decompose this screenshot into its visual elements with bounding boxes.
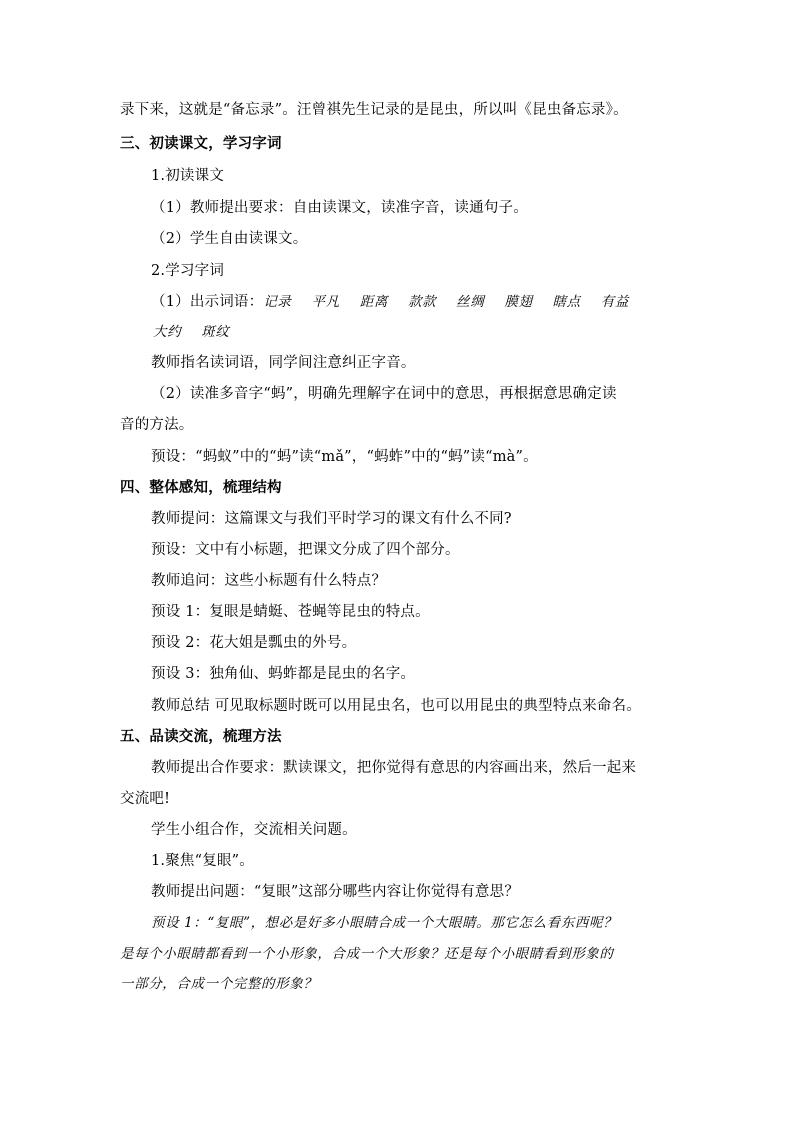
preset-answer-line: 是每个小眼睛都看到一个小形象，合成一个大形象？还是每个小眼睛看到形象的 (120, 946, 614, 962)
paragraph-line: 教师提出合作要求：默读课文，把你觉得有意思的内容画出来，然后一起来 (151, 760, 637, 776)
vocab-word: 款款 (407, 294, 437, 310)
paragraph-line: 教师总结 可见取标题时既可以用昆虫名，也可以用昆虫的典型特点来命名。 (151, 698, 641, 714)
subheading-compound-eye: 1.聚焦“复眼”。 (151, 853, 254, 869)
paragraph-line: 预设：“蚂蚁”中的“蚂”读“mǎ”，“蚂蚱”中的“蚂”读“mà”。 (151, 449, 538, 465)
paragraph-line: 教师提问：这篇课文与我们平时学习的课文有什么不同? (151, 511, 512, 527)
section-heading-4: 四、整体感知，梳理结构 (120, 480, 282, 496)
vocab-word: 瞎点 (552, 294, 581, 310)
paragraph-line: 音的方法。 (120, 417, 194, 433)
paragraph-line: 学生小组合作，交流相关问题。 (151, 822, 357, 838)
vocab-word: 有益 (600, 294, 629, 310)
paragraph-line: （1）教师提出要求：自由读课文，读准字音，读通句子。 (151, 200, 528, 216)
paragraph-line: 教师指名读词语，同学间注意纠正字音。 (151, 355, 416, 371)
vocabulary-row-2 (153, 322, 229, 342)
vocab-word: 大约 (153, 324, 182, 340)
preset-answer-line: 一部分，合成一个完整的形象？ (120, 976, 318, 992)
subheading-read-text: 1.初读课文 (151, 168, 225, 184)
vocabulary-words (263, 294, 629, 310)
paragraph-line: 预设：文中有小标题，把课文分成了四个部分。 (151, 542, 460, 558)
vocab-word: 丝绸 (456, 294, 485, 310)
subheading-learn-words: 2.学习字词 (151, 263, 225, 279)
paragraph-line: 预设 1：复眼是蜻蜓、苍蝇等昆虫的特点。 (151, 604, 430, 620)
preset-answer-line: 预设 1：“复眼”，想必是好多小眼睛合成一个大眼睛。那它怎么看东西呢？ (151, 915, 618, 931)
section-heading-5: 五、品读交流，梳理方法 (120, 729, 282, 745)
paragraph-line: 预设 2：花大姐是瓢虫的外号。 (151, 635, 357, 651)
vocabulary-row-1 (151, 292, 629, 312)
paragraph-line: 交流吧! (120, 791, 171, 807)
paragraph-line: （2）学生自由读课文。 (151, 231, 308, 247)
vocab-word: 距离 (359, 294, 388, 310)
vocab-word: 斑纹 (201, 324, 230, 340)
paragraph-line: 预设 3：独角仙、蚂蚱都是昆虫的名字。 (151, 666, 416, 682)
paragraph-line: 教师提出问题：“复眼”这部分哪些内容让你觉得有意思？ (151, 884, 520, 900)
vocabulary-label: （1）出示词语： (151, 294, 264, 310)
paragraph-line: 录下来，这就是“备忘录”。汪曾祺先生记录的是昆虫，所以叫《昆虫备忘录》。 (120, 102, 628, 118)
vocab-word: 记录 (263, 294, 292, 310)
paragraph-line: 教师追问：这些小标题有什么特点？ (151, 573, 387, 589)
vocab-word: 膜翅 (504, 294, 533, 310)
section-heading-3: 三、初读课文，学习字词 (120, 136, 282, 152)
paragraph-line: （2）读准多音字“蚂”，明确先理解字在词中的意思，再根据意思确定读 (151, 386, 617, 402)
vocab-word: 平凡 (311, 294, 340, 310)
